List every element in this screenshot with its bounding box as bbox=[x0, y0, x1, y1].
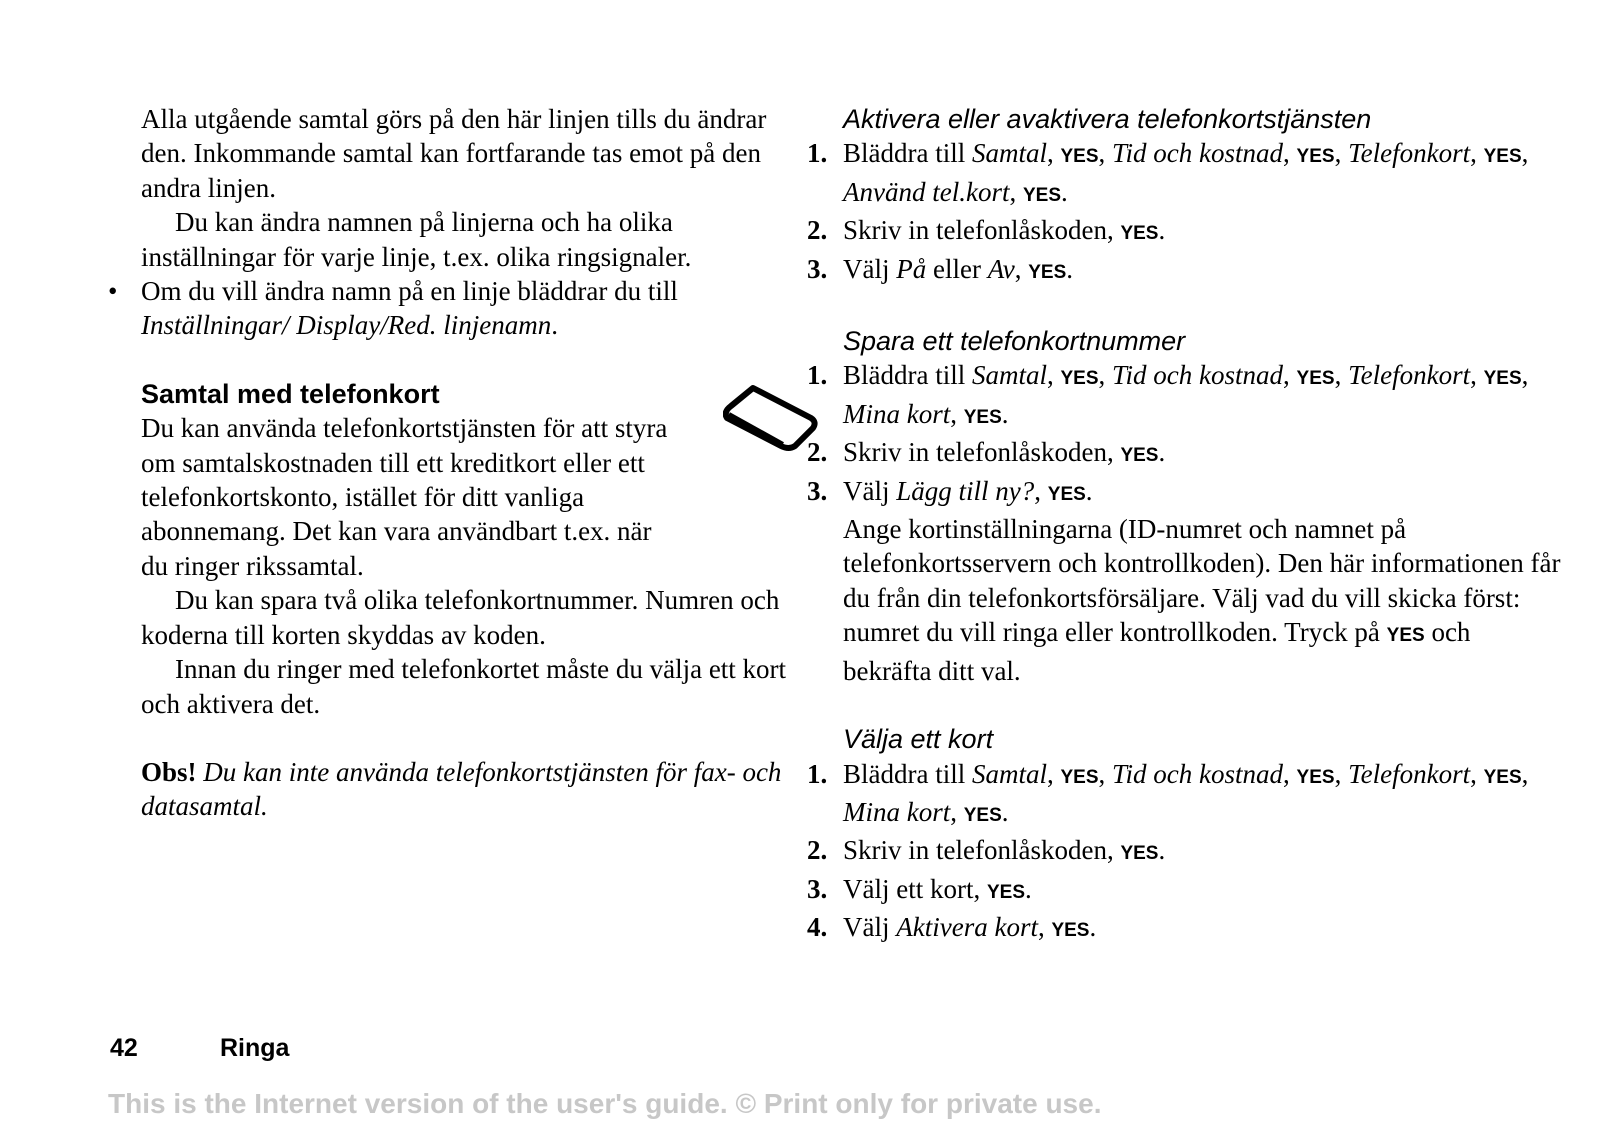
watermark: This is the Internet version of the user's guide. © Print only for private use. bbox=[108, 1088, 1102, 1119]
section-heading: Samtal med telefonkort bbox=[141, 378, 440, 409]
menu-path: Inställningar/ Display/Red. linjenamn bbox=[141, 310, 552, 341]
step: 3. Välj Lägg till ny?, YES. bbox=[807, 475, 1093, 506]
bullet-mark: • bbox=[108, 276, 118, 307]
note-label: Obs! bbox=[141, 756, 197, 787]
step: 2. Skriv in telefonlåskoden, YES. bbox=[807, 215, 1166, 246]
paragraph-choose-card: Innan du ringer med telefonkortet måste du välja ett kort och aktivera det. bbox=[141, 654, 787, 719]
step: 1. Bläddra till Samtal, YES, Tid och kostnad, YES, Telefonkort, YES, Mina kort, YES. bbox=[807, 758, 1529, 827]
card-icon bbox=[723, 384, 819, 464]
paragraph-line-names: Du kan ändra namnen på linjerna och ha olika inställningar för varje linje, t.ex. olika ringsignaler. bbox=[141, 207, 692, 272]
subheading-activate: Aktivera eller avaktivera telefonkortstjänsten bbox=[843, 104, 1372, 134]
subheading-choose: Välja ett kort bbox=[843, 724, 994, 755]
step: 3. Välj På eller Av, YES. bbox=[807, 253, 1073, 284]
right-column bbox=[807, 102, 1563, 949]
subheading-save: Spara ett telefonkortnummer bbox=[843, 326, 1186, 357]
page-number: 42 bbox=[110, 1034, 138, 1062]
step: 1. Bläddra till Samtal, YES, Tid och kostnad, YES, Telefonkort, YES, Använd tel.kort, YES. bbox=[807, 138, 1529, 207]
note bbox=[141, 755, 813, 824]
step: 2. Skriv in telefonlåskoden, YES. bbox=[807, 835, 1166, 866]
paragraph-lines: Alla utgående samtal görs på den här linjen tills du ändrar den. Inkommande samtal kan fortfarande tas emot på den andra linjen. bbox=[141, 104, 767, 203]
paragraph-calling-card-intro: Du kan använda telefonkortstjänsten för att styra om samtalskostnaden till ett kreditkort eller ett telefonkortskonto, istället för ditt vanliga abonnemang. Det kan vara användbart t.ex. när du ringer rikssamtal. bbox=[141, 411, 813, 583]
step: 2. Skriv in telefonlåskoden, YES. bbox=[807, 437, 1166, 468]
paragraph-two-numbers: Du kan spara två olika telefonkortnummer. Numren och koderna till korten skyddas av koden. bbox=[141, 585, 780, 650]
step: 1. Bläddra till Samtal, YES, Tid och kostnad, YES, Telefonkort, YES, Mina kort, YES. bbox=[807, 360, 1529, 429]
steps-activate bbox=[807, 136, 1563, 290]
left-column bbox=[108, 102, 813, 824]
step: 4. Välj Aktivera kort, YES. bbox=[807, 912, 1097, 943]
steps-choose bbox=[807, 757, 1563, 949]
bullet-text: Om du vill ändra namn på en linje bläddrar du till bbox=[141, 276, 678, 307]
page-footer bbox=[110, 1034, 289, 1063]
note-text: Du kan inte använda telefonkortstjänsten för fax- och datasamtal. bbox=[141, 756, 782, 822]
paragraph-card-settings: Ange kortinställningarna (ID-numret och namnet på telefonkortsservern och kontrollkoden). Den här informationen får du från din telefonkortsförsäljare. Välj vad du vill skicka först: numret du vill ringa eller kontrollkoden. Tryck på YES och bekräfta ditt val. bbox=[843, 514, 1561, 686]
bullet-rename-line: • Om du vill ändra namn på en linje bläddrar du till Inställningar/ Display/Red. linjenamn. bbox=[108, 276, 678, 341]
steps-save bbox=[807, 358, 1563, 512]
step: 3. Välj ett kort, YES. bbox=[807, 873, 1032, 904]
section-name: Ringa bbox=[220, 1034, 290, 1062]
